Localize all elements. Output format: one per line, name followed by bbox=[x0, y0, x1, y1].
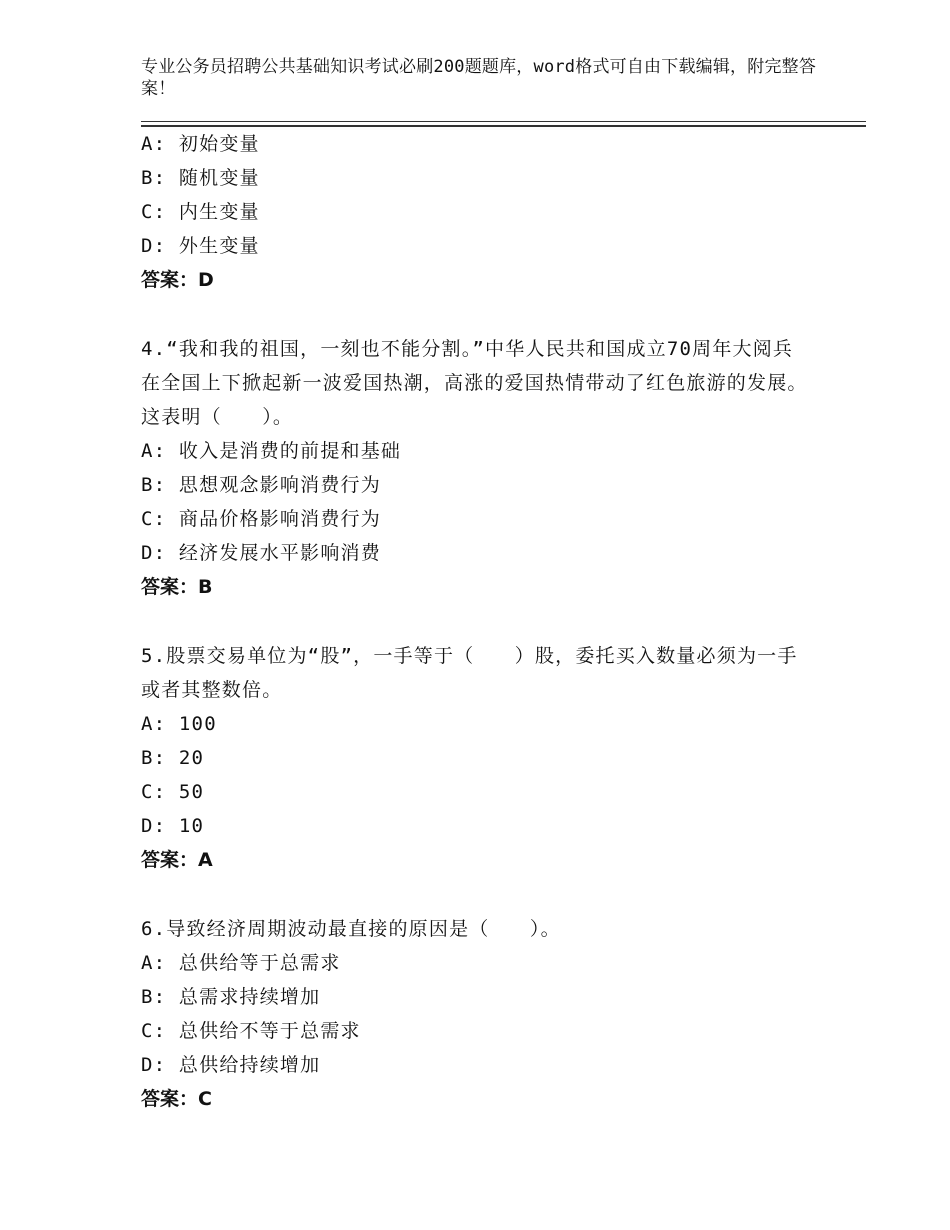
q6-option-c: C: 总供给不等于总需求 bbox=[141, 1020, 361, 1042]
q5-option-d: D: 10 bbox=[141, 815, 205, 837]
q5-option-c: C: 50 bbox=[141, 781, 205, 803]
q6-stem: 6.导致经济周期波动最直接的原因是（ ）。 bbox=[141, 918, 561, 940]
q4-option-b: B: 思想观念影响消费行为 bbox=[141, 474, 381, 496]
header-rule-thin bbox=[141, 121, 866, 122]
q4-answer: 答案：B bbox=[141, 576, 213, 598]
header-rule-thick bbox=[141, 125, 866, 127]
q6-option-d: D: 总供给持续增加 bbox=[141, 1054, 321, 1076]
q5-stem: 5.股票交易单位为“股”，一手等于（ ）股，委托买入数量必须为一手或者其整数倍。 bbox=[141, 645, 798, 701]
q3-option-d: D: 外生变量 bbox=[141, 235, 260, 257]
q3-answer: 答案：D bbox=[141, 269, 214, 291]
q6-answer: 答案：C bbox=[141, 1088, 212, 1110]
q3-option-c: C: 内生变量 bbox=[141, 201, 260, 223]
q4-option-d: D: 经济发展水平影响消费 bbox=[141, 542, 381, 564]
q5-option-a: A: 100 bbox=[141, 713, 217, 735]
q3-option-a: A: 初始变量 bbox=[141, 133, 260, 155]
q3-option-b: B: 随机变量 bbox=[141, 167, 260, 189]
q5-option-b: B: 20 bbox=[141, 747, 205, 769]
q4-stem: 4.“我和我的祖国，一刻也不能分割。”中华人民共和国成立70周年大阅兵在全国上下掀起新一波爱国热潮，高涨的爱国热情带动了红色旅游的发展。这表明（ ）。 bbox=[141, 338, 808, 428]
q4-option-a: A: 收入是消费的前提和基础 bbox=[141, 440, 402, 462]
q4-option-c: C: 商品价格影响消费行为 bbox=[141, 508, 381, 530]
q6-option-b: B: 总需求持续增加 bbox=[141, 986, 321, 1008]
q6-option-a: A: 总供给等于总需求 bbox=[141, 952, 341, 974]
document-header: 专业公务员招聘公共基础知识考试必刷200题题库，word格式可自由下载编辑，附完整答案！ bbox=[141, 57, 817, 99]
q5-answer: 答案：A bbox=[141, 849, 213, 871]
